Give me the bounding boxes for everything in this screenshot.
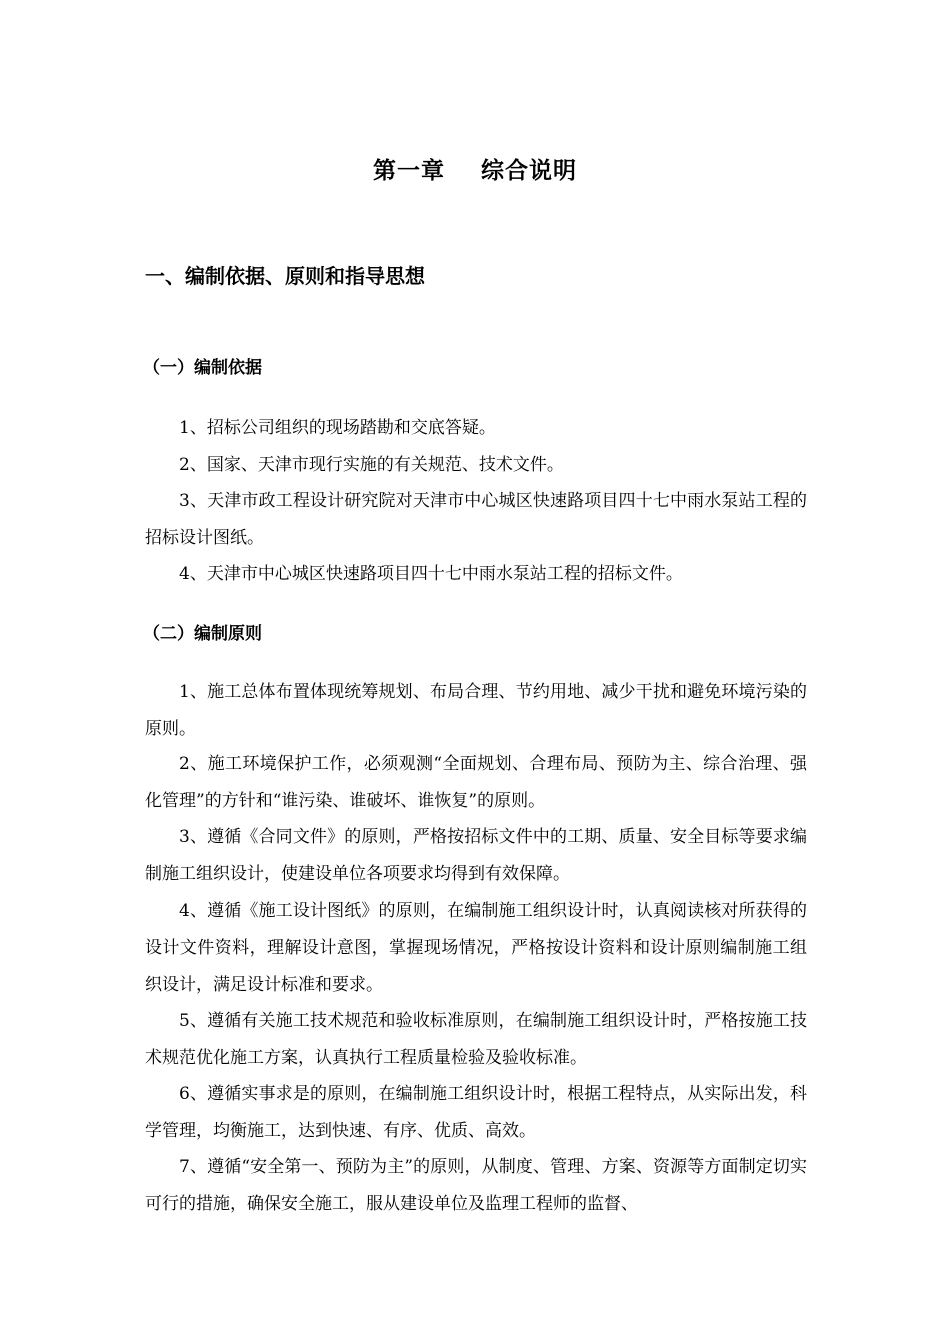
principles-item-3: 3、遵循《合同文件》的原则，严格按招标文件中的工期、质量、安全目标等要求编制施工组织设计，使建设单位各项要求均得到有效保障。 <box>145 827 807 884</box>
principles-item-1: 1、施工总体布置体现统筹规划、布局合理、节约用地、减少干扰和避免环境污染的原则。 <box>145 682 807 739</box>
basis-item-1: 1、招标公司组织的现场踏勘和交底答疑。 <box>179 418 496 438</box>
principles-item-5: 5、遵循有关施工技术规范和验收标准原则，在编制施工组织设计时，严格按施工技术规范优化施工方案，认真执行工程质量检验及验收标准。 <box>145 1011 807 1068</box>
principles-item-6: 6、遵循实事求是的原则，在编制施工组织设计时，根据工程特点，从实际出发，科学管理，均衡施工，达到快速、有序、优质、高效。 <box>145 1084 807 1141</box>
section-title: 一、编制依据、原则和指导思想 <box>145 264 425 288</box>
chapter-title: 第一章 综合说明 <box>372 158 578 184</box>
basis-item-2: 2、国家、天津市现行实施的有关规范、技术文件。 <box>179 455 564 475</box>
principles-item-7: 7、遵循“安全第一、预防为主”的原则，从制度、管理、方案、资源等方面制定切实可行的措施，确保安全施工，服从建设单位及监理工程师的监督、 <box>145 1157 807 1214</box>
basis-item-3: 3、天津市政工程设计研究院对天津市中心城区快速路项目四十七中雨水泵站工程的招标设计图纸。 <box>145 491 807 548</box>
principles-item-2: 2、施工环境保护工作，必须观测“全面规划、合理布局、预防为主、综合治理、强化管理”的方针和“谁污染、谁破坏、谁恢复”的原则。 <box>145 754 807 811</box>
basis-heading: （一）编制依据 <box>143 358 262 378</box>
principles-item-4: 4、遵循《施工设计图纸》的原则，在编制施工组织设计时，认真阅读核对所获得的设计文件资料，理解设计意图，掌握现场情况，严格按设计资料和设计原则编制施工组织设计，满足设计标准和要求。 <box>145 901 807 995</box>
principles-heading: （二）编制原则 <box>143 624 262 644</box>
basis-item-4: 4、天津市中心城区快速路项目四十七中雨水泵站工程的招标文件。 <box>179 564 683 584</box>
